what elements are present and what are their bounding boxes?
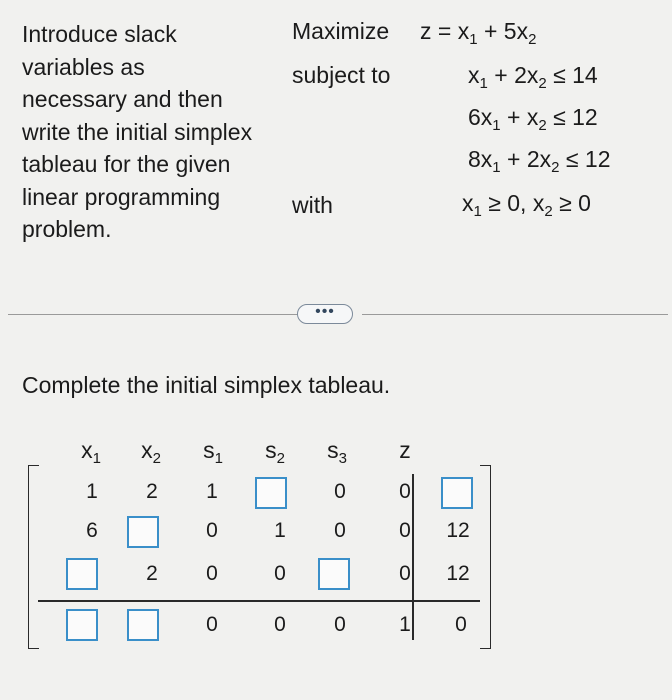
- column-header-s3: $s_3$: [327, 437, 347, 467]
- answer-input-box[interactable]: [318, 558, 350, 590]
- tableau-cell: 0: [334, 613, 346, 636]
- tableau-cell: 0: [334, 519, 346, 542]
- tableau-cell: 1: [86, 480, 98, 503]
- answer-input-box[interactable]: [441, 477, 473, 509]
- with-label: with: [292, 192, 333, 218]
- instruction-line: Introduce slack: [22, 21, 177, 47]
- divider: [8, 314, 298, 315]
- tableau-cell: 1: [274, 519, 286, 542]
- matrix-right-bracket: [480, 465, 491, 649]
- answer-input-box[interactable]: [66, 609, 98, 641]
- instructions: [22, 18, 292, 246]
- tableau-cell: 6: [86, 519, 98, 542]
- tableau-cell: 0: [334, 480, 346, 503]
- column-header-s2: $s_2$: [265, 437, 285, 467]
- matrix-left-bracket: [28, 465, 39, 649]
- tableau-cell: 0: [399, 519, 411, 542]
- instruction-line: problem.: [22, 216, 112, 242]
- answer-input-box[interactable]: [66, 558, 98, 590]
- divider: [362, 314, 668, 315]
- column-header-s1: $s_1$: [203, 437, 223, 467]
- subject-to-label: subject to: [292, 62, 391, 88]
- tableau-cell: 0: [206, 562, 218, 585]
- instruction-line: necessary and then: [22, 86, 223, 112]
- tableau-cell: 1: [206, 480, 218, 503]
- instruction-line: variables as: [22, 53, 145, 80]
- nonnegativity-constraints: $x_1 \ge 0$, $x_2 \ge 0$: [462, 190, 591, 220]
- tableau-cell: 1: [399, 613, 411, 636]
- instruction-line: linear programming: [22, 183, 221, 210]
- tableau-cell: 0: [206, 519, 218, 542]
- tableau-cell: 0: [399, 480, 411, 503]
- constraint-1: $x_1 + 2x_2 \le 14$: [468, 62, 598, 92]
- maximize-label: Maximize: [292, 18, 390, 44]
- objective-row-divider: [38, 600, 480, 602]
- instruction-line: tableau for the given: [22, 151, 231, 177]
- instruction-line: write the initial simplex: [22, 118, 253, 145]
- column-header-x2: $x_2$: [141, 437, 161, 467]
- tableau-cell: 12: [446, 519, 470, 542]
- tableau-cell: 0: [206, 613, 218, 636]
- tableau-cell: 0: [399, 562, 411, 585]
- tableau-cell: 0: [455, 613, 467, 636]
- more-options-button[interactable]: •••: [297, 304, 353, 324]
- question-prompt: Complete the initial simplex tableau.: [22, 372, 391, 398]
- column-header-x1: $x_1$: [81, 437, 101, 467]
- answer-input-box[interactable]: [127, 609, 159, 641]
- tableau-cell: 0: [274, 613, 286, 636]
- objective-function: $z = x_1 + 5x_2$: [420, 18, 537, 48]
- tableau-cell: 2: [146, 562, 158, 585]
- tableau-cell: 12: [446, 562, 470, 585]
- constraint-3: $8x_1 + 2x_2 \le 12$: [468, 146, 611, 176]
- answer-input-box[interactable]: [127, 516, 159, 548]
- tableau-cell: 2: [146, 480, 158, 503]
- constraint-2: $6x_1 + x_2 \le 12$: [468, 104, 598, 134]
- tableau-cell: 0: [274, 562, 286, 585]
- answer-input-box[interactable]: [255, 477, 287, 509]
- column-header-z: z: [399, 437, 411, 463]
